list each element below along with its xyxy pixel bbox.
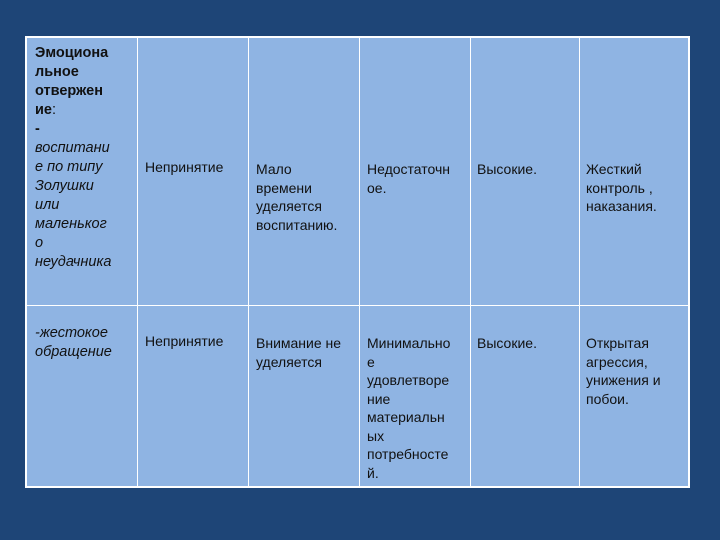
cell-line: Высокие. (477, 335, 537, 351)
cell-line: Внимание не (256, 335, 342, 351)
cell-line: о (35, 235, 44, 251)
cell-line: Золушки (35, 178, 94, 194)
cell-line: е по типу (35, 159, 103, 175)
column-divider (579, 38, 580, 486)
cell-line: воспитанию. (256, 216, 338, 233)
cell-line: неудачника (35, 254, 112, 270)
column-divider (137, 38, 138, 486)
cell-line: отвержен (35, 83, 103, 99)
cell-line: уделяется (256, 353, 322, 370)
cell-line: Открытая (586, 335, 649, 351)
cell-line: Минимально (367, 335, 451, 351)
cell-line: побои. (586, 390, 629, 407)
cell-row1-col4 (367, 160, 467, 197)
cell-line: уделяется (256, 198, 322, 214)
cell-line: обращение (35, 344, 112, 360)
cell-text: ие (35, 102, 52, 118)
cell-line: Недостаточн (367, 161, 451, 177)
cell-row1-col6 (586, 160, 686, 216)
cell-line: агрессия, (586, 353, 648, 370)
cell-line: Мало (256, 161, 292, 177)
cell-line: -жестокое (35, 325, 108, 341)
cell-line: льное (35, 64, 79, 80)
cell-line: удовлетворе (367, 372, 450, 388)
cell-row1-col1 (35, 44, 135, 272)
cell-line: ое. (367, 179, 387, 196)
cell-line: е (367, 353, 375, 370)
cell-line: наказания. (586, 198, 657, 214)
cell-line: ых (367, 427, 385, 444)
cell-line: материальн (367, 409, 445, 425)
cell-row1-col5 (477, 160, 577, 179)
cell-line: Жесткий (586, 161, 642, 177)
cell-row2-col2 (145, 332, 245, 351)
cell-row1-col2 (145, 158, 245, 177)
column-divider (248, 38, 249, 486)
cell-row2-col5 (477, 334, 577, 353)
cell-text: : (51, 102, 57, 118)
column-divider (470, 38, 471, 486)
cell-row2-col3 (256, 334, 356, 371)
cell-line: Высокие. (477, 161, 537, 177)
cell-line: Непринятие (145, 333, 224, 349)
cell-line: маленьког (35, 216, 107, 232)
cell-line: ние (367, 390, 391, 407)
column-divider (359, 38, 360, 486)
cell-line: или (35, 197, 60, 213)
cell-line: времени (256, 179, 312, 196)
cell-line: - (35, 121, 40, 137)
cell-line: воспитани (35, 140, 110, 156)
cell-line (35, 101, 135, 120)
cell-row2-col1 (35, 324, 135, 362)
cell-line: Эмоциона (35, 45, 109, 61)
cell-row1-col3 (256, 160, 356, 234)
row-divider (27, 305, 688, 306)
cell-row2-col4 (367, 334, 467, 482)
data-table (25, 36, 690, 488)
cell-line: унижения и (586, 372, 661, 388)
cell-row2-col6 (586, 334, 686, 408)
cell-line: Непринятие (145, 159, 224, 175)
cell-line: контроль , (586, 179, 653, 196)
cell-line: й. (367, 464, 379, 481)
cell-line: потребносте (367, 446, 449, 462)
